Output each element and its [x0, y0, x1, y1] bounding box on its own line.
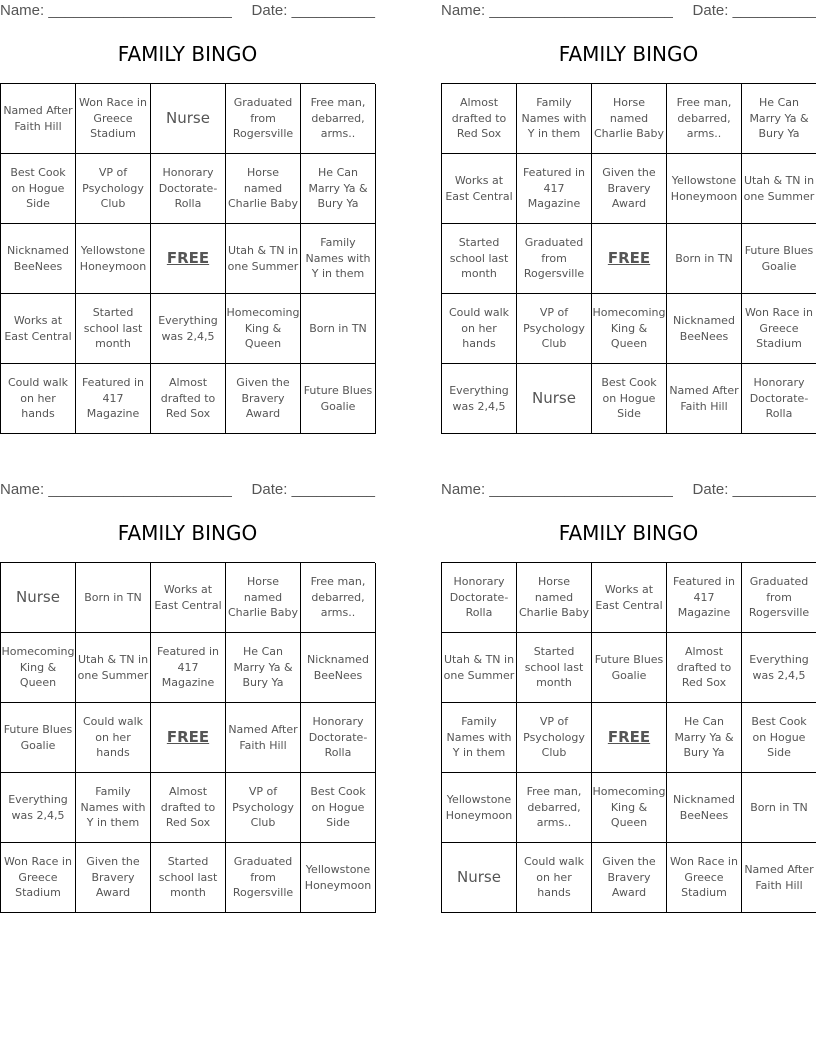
- bingo-cell: Born in TN: [301, 294, 376, 364]
- bingo-cell: Family Names with Y in them: [76, 773, 151, 843]
- bingo-cell: Almost drafted to Red Sox: [151, 773, 226, 843]
- name-line: Name: ______________________: [0, 481, 232, 498]
- date-line: Date: __________: [692, 481, 816, 498]
- bingo-cell: Yellowstone Honeymoon: [76, 224, 151, 294]
- bingo-card: [441, 479, 816, 914]
- bingo-cell: Future Blues Goalie: [301, 364, 376, 434]
- card-title: FAMILY BINGO: [558, 42, 699, 66]
- bingo-cell: Free man, debarred, arms..: [517, 773, 592, 843]
- bingo-cell: Homecoming King & Queen: [226, 294, 301, 364]
- bingo-cell: Born in TN: [76, 563, 151, 633]
- bingo-cell: Works at East Central: [151, 563, 226, 633]
- bingo-cell: Future Blues Goalie: [592, 633, 667, 703]
- bingo-cell: Everything was 2,4,5: [151, 294, 226, 364]
- bingo-cell: Yellowstone Honeymoon: [301, 843, 376, 913]
- bingo-cell: Horse named Charlie Baby: [226, 154, 301, 224]
- bingo-cell: Homecoming King & Queen: [592, 294, 667, 364]
- card-title: FAMILY BINGO: [117, 42, 258, 66]
- bingo-cell: Given the Bravery Award: [592, 843, 667, 913]
- bingo-grid: [0, 83, 375, 434]
- bingo-cell: Family Names with Y in them: [442, 703, 517, 773]
- bingo-grid: [0, 562, 375, 913]
- bingo-cell: Works at East Central: [1, 294, 76, 364]
- name-line: Name: ______________________: [441, 2, 673, 19]
- bingo-cell: Named After Faith Hill: [667, 364, 742, 434]
- bingo-cell: Honorary Doctorate-Rolla: [742, 364, 816, 434]
- bingo-cell: Could walk on her hands: [76, 703, 151, 773]
- bingo-cell: Born in TN: [742, 773, 816, 843]
- bingo-cell: Featured in 417 Magazine: [517, 154, 592, 224]
- bingo-cell: Nurse: [517, 364, 592, 434]
- bingo-cell: Works at East Central: [592, 563, 667, 633]
- bingo-cell: Could walk on her hands: [1, 364, 76, 434]
- bingo-cell: Honorary Doctorate-Rolla: [301, 703, 376, 773]
- bingo-cell: Given the Bravery Award: [592, 154, 667, 224]
- bingo-cell: Honorary Doctorate-Rolla: [151, 154, 226, 224]
- bingo-card: [0, 479, 375, 914]
- bingo-cell: He Can Marry Ya & Bury Ya: [226, 633, 301, 703]
- bingo-cell: Utah & TN in one Summer: [442, 633, 517, 703]
- bingo-cell: Almost drafted to Red Sox: [151, 364, 226, 434]
- card-title: FAMILY BINGO: [558, 521, 699, 545]
- bingo-cell: Graduated from Rogersville: [226, 84, 301, 154]
- bingo-cell: Started school last month: [151, 843, 226, 913]
- bingo-cell: Won Race in Greece Stadium: [1, 843, 76, 913]
- bingo-cell: Graduated from Rogersville: [742, 563, 816, 633]
- bingo-cell: Nicknamed BeeNees: [1, 224, 76, 294]
- bingo-cell: Given the Bravery Award: [76, 843, 151, 913]
- free-space: FREE: [592, 224, 667, 294]
- bingo-cell: Best Cook on Hogue Side: [742, 703, 816, 773]
- bingo-cell: Utah & TN in one Summer: [76, 633, 151, 703]
- bingo-cell: Nicknamed BeeNees: [301, 633, 376, 703]
- bingo-cell: Utah & TN in one Summer: [226, 224, 301, 294]
- bingo-cell: Graduated from Rogersville: [517, 224, 592, 294]
- date-line: Date: __________: [251, 481, 375, 498]
- bingo-cell: Started school last month: [76, 294, 151, 364]
- bingo-cell: VP of Psychology Club: [76, 154, 151, 224]
- bingo-cell: Best Cook on Hogue Side: [1, 154, 76, 224]
- bingo-cell: He Can Marry Ya & Bury Ya: [667, 703, 742, 773]
- bingo-cell: Featured in 417 Magazine: [76, 364, 151, 434]
- bingo-cell: Homecoming King & Queen: [592, 773, 667, 843]
- bingo-cell: Family Names with Y in them: [301, 224, 376, 294]
- name-line: Name: ______________________: [0, 2, 232, 19]
- bingo-cell: Horse named Charlie Baby: [592, 84, 667, 154]
- bingo-cell: Nurse: [442, 843, 517, 913]
- bingo-cell: Yellowstone Honeymoon: [442, 773, 517, 843]
- bingo-card: [0, 0, 375, 435]
- bingo-cell: Won Race in Greece Stadium: [667, 843, 742, 913]
- bingo-cell: Featured in 417 Magazine: [151, 633, 226, 703]
- free-space: FREE: [151, 224, 226, 294]
- bingo-cell: Best Cook on Hogue Side: [301, 773, 376, 843]
- bingo-cell: Could walk on her hands: [517, 843, 592, 913]
- name-date-row: [0, 479, 375, 501]
- bingo-cell: Future Blues Goalie: [1, 703, 76, 773]
- bingo-cell: VP of Psychology Club: [517, 294, 592, 364]
- date-line: Date: __________: [692, 2, 816, 19]
- bingo-cell: Won Race in Greece Stadium: [76, 84, 151, 154]
- free-space: FREE: [151, 703, 226, 773]
- bingo-cell: Given the Bravery Award: [226, 364, 301, 434]
- bingo-cell: Honorary Doctorate-Rolla: [442, 563, 517, 633]
- bingo-cell: Named After Faith Hill: [226, 703, 301, 773]
- bingo-cell: Could walk on her hands: [442, 294, 517, 364]
- bingo-cell: Nicknamed BeeNees: [667, 773, 742, 843]
- bingo-cell: Everything was 2,4,5: [442, 364, 517, 434]
- bingo-cell: Free man, debarred, arms..: [301, 563, 376, 633]
- bingo-cell: Homecoming King & Queen: [1, 633, 76, 703]
- bingo-cell: He Can Marry Ya & Bury Ya: [742, 84, 816, 154]
- bingo-cell: VP of Psychology Club: [226, 773, 301, 843]
- name-line: Name: ______________________: [441, 481, 673, 498]
- bingo-cell: Nurse: [151, 84, 226, 154]
- name-date-row: [441, 479, 816, 501]
- bingo-cell: Horse named Charlie Baby: [517, 563, 592, 633]
- bingo-cell: Nicknamed BeeNees: [667, 294, 742, 364]
- free-space: FREE: [592, 703, 667, 773]
- bingo-cell: Started school last month: [442, 224, 517, 294]
- bingo-cell: Named After Faith Hill: [742, 843, 816, 913]
- bingo-cell: Free man, debarred, arms..: [667, 84, 742, 154]
- bingo-grid: [441, 83, 816, 434]
- bingo-cell: Featured in 417 Magazine: [667, 563, 742, 633]
- bingo-cell: Named After Faith Hill: [1, 84, 76, 154]
- bingo-cell: Future Blues Goalie: [742, 224, 816, 294]
- bingo-cell: VP of Psychology Club: [517, 703, 592, 773]
- name-date-row: [0, 0, 375, 22]
- bingo-cell: Won Race in Greece Stadium: [742, 294, 816, 364]
- bingo-cell: Started school last month: [517, 633, 592, 703]
- bingo-cell: Graduated from Rogersville: [226, 843, 301, 913]
- bingo-cell: Born in TN: [667, 224, 742, 294]
- name-date-row: [441, 0, 816, 22]
- date-line: Date: __________: [251, 2, 375, 19]
- card-title: FAMILY BINGO: [117, 521, 258, 545]
- bingo-cell: Free man, debarred, arms..: [301, 84, 376, 154]
- bingo-cell: Almost drafted to Red Sox: [442, 84, 517, 154]
- bingo-cell: Everything was 2,4,5: [742, 633, 816, 703]
- bingo-cell: Almost drafted to Red Sox: [667, 633, 742, 703]
- bingo-cell: Works at East Central: [442, 154, 517, 224]
- bingo-cell: Utah & TN in one Summer: [742, 154, 816, 224]
- bingo-cell: Horse named Charlie Baby: [226, 563, 301, 633]
- bingo-card: [441, 0, 816, 435]
- bingo-cell: Nurse: [1, 563, 76, 633]
- bingo-cell: He Can Marry Ya & Bury Ya: [301, 154, 376, 224]
- bingo-cell: Everything was 2,4,5: [1, 773, 76, 843]
- bingo-cell: Yellowstone Honeymoon: [667, 154, 742, 224]
- bingo-cell: Family Names with Y in them: [517, 84, 592, 154]
- bingo-grid: [441, 562, 816, 913]
- bingo-cell: Best Cook on Hogue Side: [592, 364, 667, 434]
